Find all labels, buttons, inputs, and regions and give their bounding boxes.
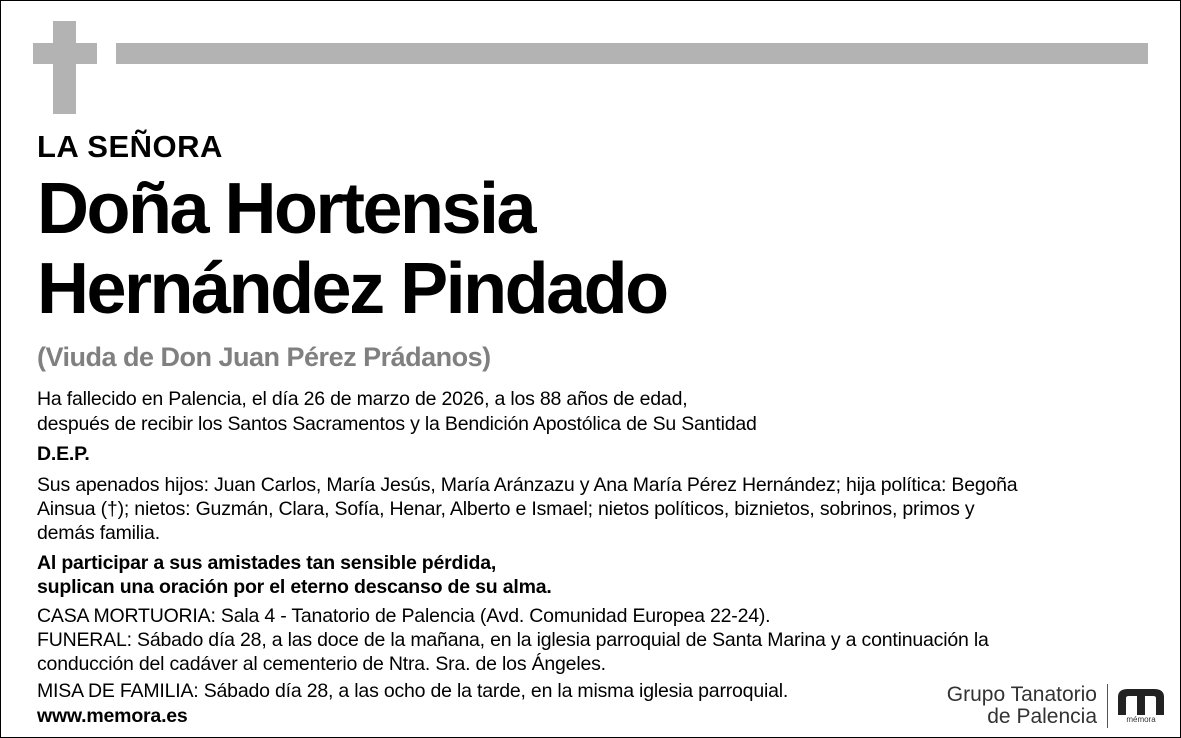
logo-line2: de Palencia <box>987 705 1097 728</box>
deceased-name-line1: Doña Hortensia <box>37 169 535 249</box>
details-line: CASA MORTUORIA: Sala 4 - Tanatorio de Palencia (Avd. Comunidad Europea 22-24). <box>37 605 771 627</box>
header-bar <box>116 43 1148 64</box>
cross-icon <box>53 21 76 114</box>
details-line: conducción del cadáver al cementerio de Ntra. Sra. de los Ángeles. <box>37 653 606 675</box>
website-link[interactable]: www.memora.es <box>37 705 188 727</box>
announcement-line: después de recibir los Santos Sacramentos y la Bendición Apostólica de Su Santidad <box>37 413 757 435</box>
details-line: MISA DE FAMILIA: Sábado día 28, a las ocho de la tarde, en la misma iglesia parroquial. <box>37 680 789 702</box>
deceased-name-line2: Hernández Pindado <box>37 249 667 329</box>
details-line: FUNERAL: Sábado día 28, a las doce de la mañana, en la iglesia parroquial de Santa Marina y a continuación la <box>37 629 989 651</box>
family-line: Ainsua (†); nietos: Guzmán, Clara, Sofía, Henar, Alberto e Ismael; nietos políticos, biznietos, sobrinos, primos y <box>37 498 975 520</box>
tanatorio-logo <box>947 684 1164 728</box>
cross-icon-arm <box>33 43 97 64</box>
request-line: suplican una oración por el eterno descanso de su alma. <box>37 576 552 598</box>
logo-divider <box>1107 684 1108 728</box>
announcement-line: Ha fallecido en Palencia, el día 26 de marzo de 2026, a los 88 años de edad, <box>37 388 688 410</box>
dep: D.E.P. <box>37 443 90 465</box>
title-prefix: LA SEÑORA <box>37 129 223 164</box>
family-line: Sus apenados hijos: Juan Carlos, María Jesús, María Aránzazu y Ana María Pérez Hernández; hija política: Begoña <box>37 474 1018 496</box>
logo-brand: mémora <box>1126 714 1156 724</box>
family-line: demás familia. <box>37 522 160 544</box>
request-line: Al participar a sus amistades tan sensible pérdida, <box>37 552 497 574</box>
widow-of: (Viuda de Don Juan Pérez Prádanos) <box>37 342 491 372</box>
logo-line1: Grupo Tanatorio <box>946 683 1097 706</box>
memora-logo-icon <box>1118 689 1164 724</box>
